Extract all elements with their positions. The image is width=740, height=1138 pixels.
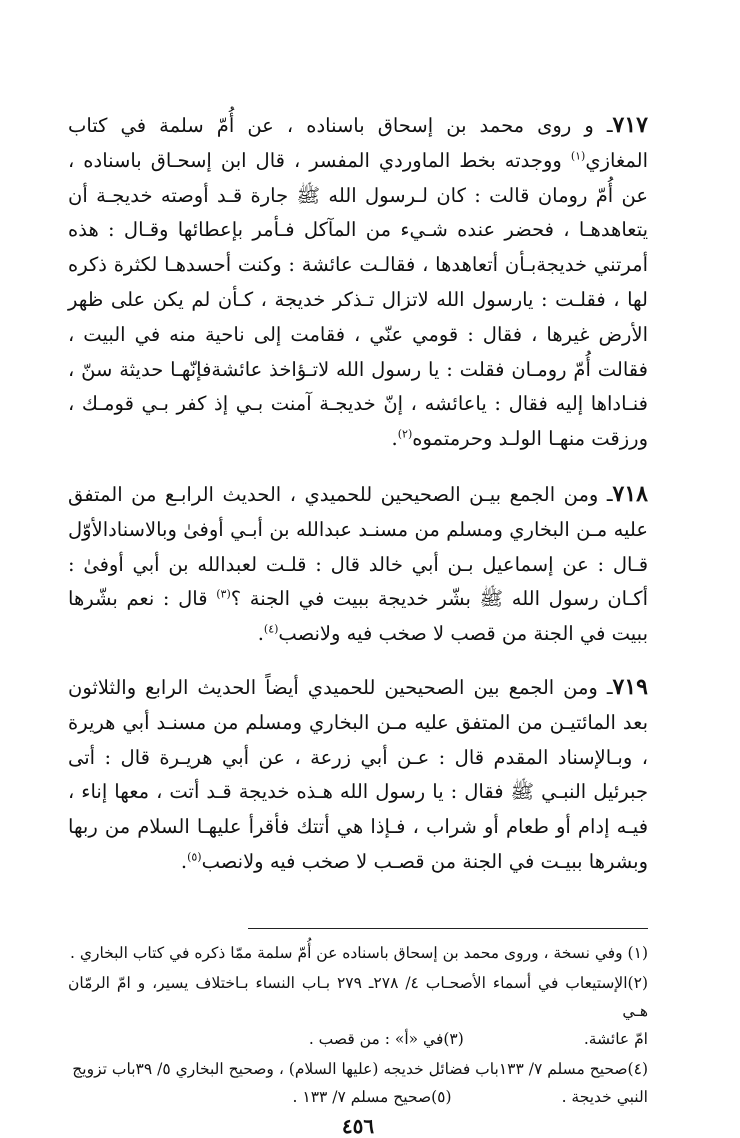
hadith-text: المقدم قال : عـن أبي زرعة ، عن أبي هريـرة قال : أتى جبرئيل النبـي ﷺ فقال : يا	[68, 745, 648, 804]
hadith-text: كان لـرسول الله ﷺ جارة قـد أوصته خديجـة أن يتعاهدهـا ، فحضر عنده شـيء من	[68, 183, 649, 242]
footnote-4-line1: (٤)صحيح مسلم ٧/ ١٣٣باب فضائل خديجه (عليها السلام) ، وصحيح البخاري ٥/ ٣٩باب تزويج	[72, 1060, 648, 1078]
hadith-text: خديجة ببيت في الجنة ؟	[230, 587, 429, 611]
page-body	[68, 108, 649, 1138]
footnote-2	[68, 969, 648, 1053]
hadith-text: ـ و روى محمد بن إسحاق باسناده ، عن أُمّ سلمة في كتاب المغازي	[68, 114, 649, 172]
footnote-ref[interactable]: (٢)	[397, 427, 413, 441]
hadith-text: عليه مـن البخاري ومسلم من مسنـد عبدالله بن أبـي أوفىٰ وبالاسنادالأوّل قـال : عن	[68, 517, 649, 576]
hadith-text: فقالت أُمّ رومـان فقلت : يا رسول الله لاتـؤاخذ عائشةفإنّهـا حديثة سنّ ، فنـاداها إليه	[68, 357, 648, 416]
hadith-text: وحرمتموه	[412, 427, 493, 451]
hadith-text: ـ ومن الجمع بين الصحيحين للحميدي أيضاً الحديث الرابع والثلاثون	[68, 675, 613, 699]
hadith-text: إسماعيل بـن أبي خالد قال : قلـت لعبدالله بن أبي أوفىٰ : أكـان رسول الله ﷺ بشّر	[68, 552, 649, 611]
hadith-text: المآكل فـأمر بإعطائها وقـال : هذه أمرتني خديجةبـأن أتعاهدها ، فقالـت عائشة :	[68, 218, 648, 277]
footnotes-section	[68, 928, 648, 1113]
hadith-number: ٧١٧	[612, 112, 648, 138]
footnote-4-line2: النبي خديجة .	[561, 1088, 648, 1106]
hadith-number: ٧١٩	[612, 673, 648, 700]
hadith-text: ولانصب	[278, 622, 341, 646]
hadith-text: ووجدته بخط الماوردي المفسر ، قال ابن إسحـاق باسناده ، عن أُمّ رومان قالت :	[68, 148, 649, 207]
period: .	[391, 427, 398, 451]
footnote-divider	[248, 928, 648, 929]
footnote-ref[interactable]: (١)	[570, 149, 586, 163]
hadith-text: أتتك فأقرأ عليهـا السلام من ربها وبشرها ببيـت في الجنة من قصـب لا صخب فيه	[68, 815, 648, 873]
page-number: ٤٥٦	[341, 1114, 375, 1138]
period: .	[257, 622, 264, 646]
hadith-number: ٧١٨	[612, 480, 648, 507]
hadith-718	[68, 477, 648, 652]
hadith-text: بعد المائتيـن من المتفق عليه مـن البخاري ومسلم من مسنـد أبي هريرة ، وبـالإسناد	[68, 710, 648, 769]
footnote-4	[68, 1055, 648, 1111]
period: .	[180, 849, 188, 873]
hadith-719	[68, 670, 648, 880]
hadith-text: ـ ومن الجمع بيـن الصحيحين للحميدي ، الحديث الرابـع من المتفق	[68, 482, 613, 506]
footnote-2-line2: امّ عائشة.	[583, 1030, 648, 1048]
footnote-ref[interactable]: (٥)	[187, 850, 202, 864]
footnote-ref[interactable]: (٤)	[263, 622, 279, 636]
hadith-text: وكنت أحسدهـا لكثرة ذكره لها ، فقلـت : يارسول الله لاتزال تـذكر خديجة ، كـأن لم	[68, 253, 648, 311]
footnote-1: (١) وفي نسخة ، وروى محمد بن إسحاق باسناده عن أُمّ سلمة ممّا ذكره في كتاب البخاري .	[69, 944, 648, 962]
hadith-text: قال : نعم بشّرها ببيت في الجنة من قصب لا صخب فيه	[68, 587, 648, 646]
footnote-3: (٣)في «أ» : من قصب .	[308, 1030, 464, 1048]
footnote-2-line1: (٢)الإستيعاب في أسماء الأصحـاب ٤/ ٢٧٨ـ ٢٧٩ بـاب النساء بـاختلاف يسير، و امّ الرمّان هـي	[68, 974, 648, 1020]
footnote-5: (٥)صحيح مسلم ٧/ ١٣٣ .	[292, 1088, 452, 1106]
hadith-text: رسول الله هـذه خديجة قـد أتت ، معها إناء ، فيـه إدام أو طعام أو شراب ، فـإذا هي	[68, 780, 649, 839]
footnote-ref[interactable]: (٣)	[216, 587, 231, 601]
hadith-text: فقال : ياعائشه ، إنّ خديجـة آمنت بـي إذ كفر بـي قومـك ، ورزقت منهـا الولـد	[68, 392, 648, 451]
hadith-717	[68, 108, 648, 457]
hadith-text: ولانصب	[201, 849, 264, 873]
hadith-text: يكن على ظهر الأرض غيرها ، فقال : قومي عنّي ، فقامت إلى ناحية منه في البيت ،	[68, 287, 648, 346]
